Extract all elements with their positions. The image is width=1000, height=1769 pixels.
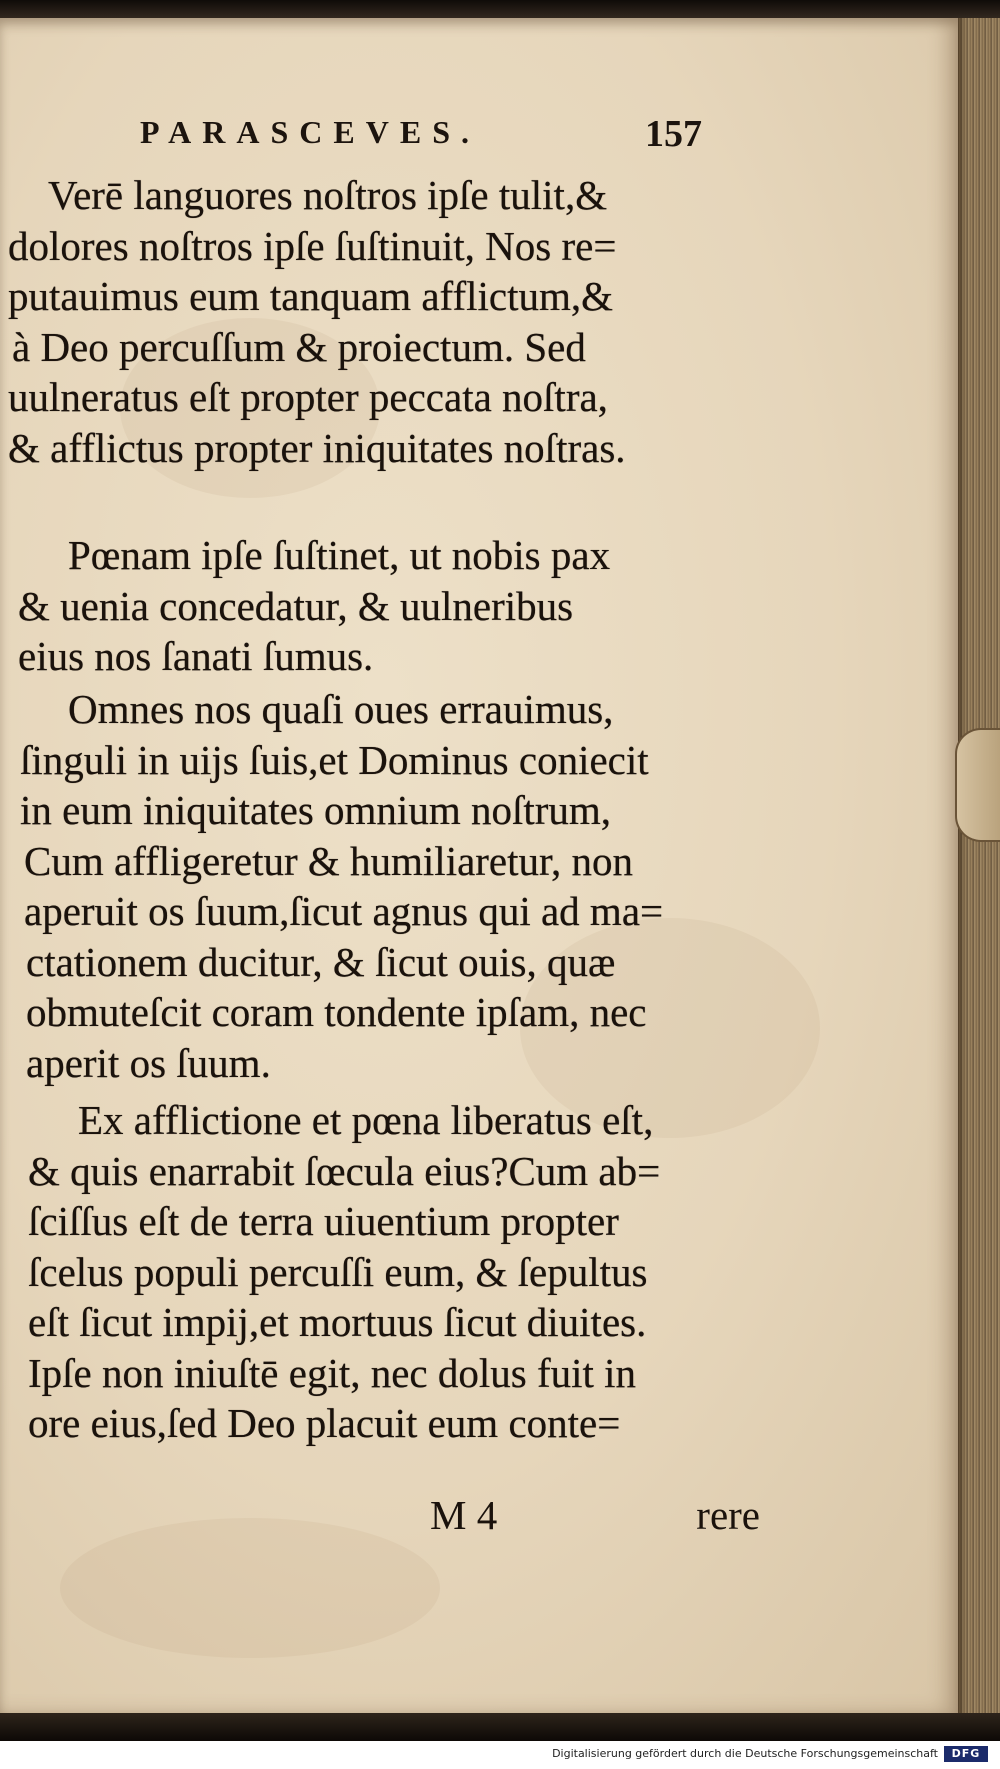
paragraph-4 [28, 1095, 828, 1449]
paragraph-1 [8, 170, 798, 473]
catchword: rere [696, 1492, 760, 1538]
text-line: Ipſe non iniuſtē egit, nec dolus fuit in [28, 1349, 637, 1396]
page-number: 157 [645, 113, 702, 155]
text-line: aperit os ſuum. [26, 1039, 271, 1086]
text-line: Cum affligeretur & humiliaretur, non [24, 837, 634, 884]
book-page [0, 18, 958, 1713]
text-line: & uenia concedatur, & uulneribus [18, 582, 574, 629]
text-line: Omnes nos quaſi oues errauimus, [68, 686, 614, 732]
text-line: aperuit os ſuum,ſicut agnus qui ad ma= [24, 888, 664, 934]
text-line: ſcelus populi percuſſi eum, & ſepultus [28, 1248, 648, 1295]
thumb-tab [955, 728, 1000, 842]
text-line: ſciſſus eſt de terra uiuentium propter [28, 1198, 619, 1244]
text-line: ore eius,ſed Deo placuit eum conte= [28, 1400, 621, 1446]
page-edge-shadow [958, 18, 966, 1713]
text-line: eius nos ſanati ſumus. [18, 633, 374, 679]
funding-credit: Digitalisierung gefördert durch die Deutsche Forschungsgemeinschaft [552, 1747, 938, 1760]
running-head [140, 114, 740, 164]
text-line: eſt ſicut impij,et mortuus ſicut diuites. [28, 1299, 647, 1345]
paper-stain [60, 1518, 440, 1658]
text-line: à Deo percuſſum & proiectum. Sed [12, 323, 586, 370]
text-line: dolores noſtros ipſe ſuſtinuit, Nos re= [8, 222, 617, 269]
text-line: Verē languores noſtros ipſe tulit,& [48, 172, 608, 218]
text-line: & afflictus propter iniquitates noſtras. [8, 424, 626, 471]
signature-mark: M 4 [430, 1492, 498, 1538]
text-line: obmuteſcit coram tondente ipſam, nec [26, 989, 647, 1035]
text-line: & quis enarrabit ſœcula eius?Cum ab= [28, 1147, 661, 1194]
text-line: Pœnam ipſe ſuſtinet, ut nobis pax [68, 532, 611, 578]
running-head-title: PARASCEVES. [140, 114, 480, 150]
text-line: Ex afflictione et pœna liberatus eſt, [78, 1097, 654, 1143]
bottom-book-edge [0, 1713, 1000, 1741]
dfg-logo: DFG [944, 1746, 988, 1762]
text-line: uulneratus eſt propter peccata noſtra, [8, 374, 608, 420]
catchline [430, 1491, 760, 1543]
paragraph-2 [18, 530, 818, 682]
text-line: putauimus eum tanquam afflictum,& [8, 273, 614, 319]
digitization-footer [0, 1741, 1000, 1769]
text-line: in eum iniquitates omnium noſtrum, [20, 787, 612, 833]
paragraph-3 [20, 684, 818, 1088]
text-line: ſinguli in uijs ſuis,et Dominus coniecit [20, 736, 649, 783]
text-line: ctationem ducitur, & ſicut ouis, quæ [26, 938, 616, 985]
